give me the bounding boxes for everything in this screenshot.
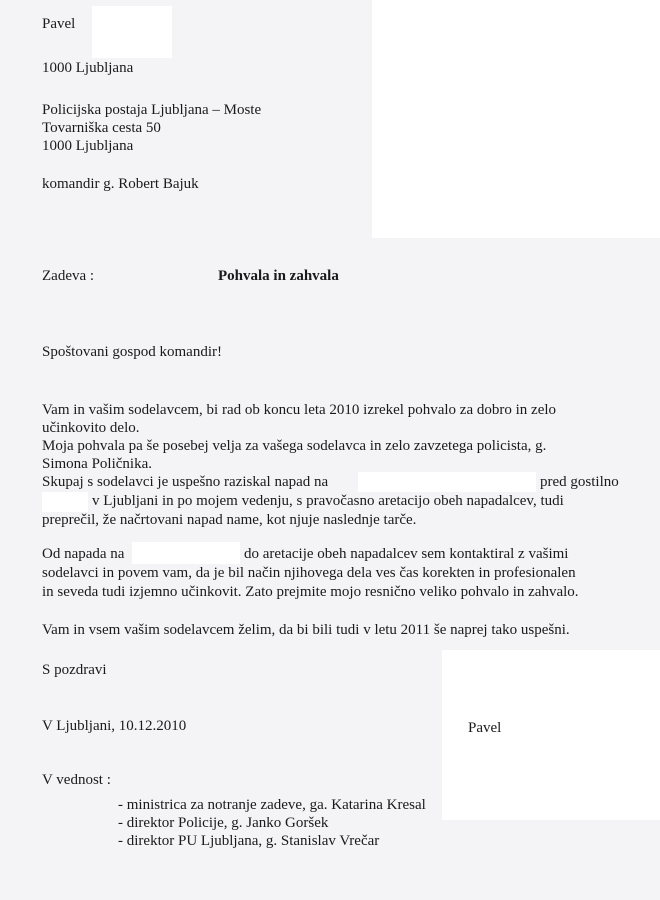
redaction-location-3 bbox=[132, 542, 240, 564]
redaction-location-1 bbox=[358, 472, 536, 492]
cc-label: V vednost : bbox=[42, 772, 111, 788]
body-line: učinkovito delo. bbox=[42, 420, 140, 436]
body-line: v Ljubljani in po mojem vedenju, s pravočasno aretacijo obeh napadalcev, tudi bbox=[92, 493, 564, 509]
recipient-line: Policijska postaja Ljubljana – Moste bbox=[42, 102, 262, 118]
cc-item: - direktor Policije, g. Janko Goršek bbox=[118, 815, 329, 831]
body-line: Skupaj s sodelavci je uspešno raziskal napad na bbox=[42, 474, 329, 490]
body-line: Simona Poličnika. bbox=[42, 456, 152, 472]
cc-item: - ministrica za notranje zadeve, ga. Katarina Kresal bbox=[118, 797, 426, 813]
body-line: Od napada na bbox=[42, 546, 125, 562]
sender-city: 1000 Ljubljana bbox=[42, 60, 134, 76]
recipient-line: Tovarniška cesta 50 bbox=[42, 120, 161, 136]
sender-name: Pavel bbox=[42, 16, 76, 32]
body-line: in seveda tudi izjemno učinkovit. Zato prejmite mojo resnično veliko pohvalo in zahvalo. bbox=[42, 584, 579, 600]
body-line: do aretacije obeh napadalcev sem kontaktiral z vašimi bbox=[244, 546, 569, 562]
body-line: Vam in vsem vašim sodelavcem želim, da bi bili tudi v letu 2011 še naprej tako uspešni. bbox=[42, 622, 570, 638]
closing: S pozdravi bbox=[42, 662, 107, 678]
body-line: Vam in vašim sodelavcem, bi rad ob koncu leta 2010 izrekel pohvalo za dobro in zelo bbox=[42, 402, 557, 418]
recipient-line: 1000 Ljubljana bbox=[42, 138, 134, 154]
redaction-sender-surname bbox=[92, 6, 172, 58]
place-date: V Ljubljani, 10.12.2010 bbox=[42, 718, 187, 734]
recipient-attention: komandir g. Robert Bajuk bbox=[42, 176, 199, 192]
redaction-location-2 bbox=[42, 492, 88, 512]
body-line: sodelavci in povem vam, da je bil način njihovega dela ves čas korekten in profesionalen bbox=[42, 565, 576, 581]
redaction-header bbox=[372, 0, 660, 238]
subject-label: Zadeva : bbox=[42, 268, 95, 284]
body-line: preprečil, že načrtovani napad name, kot njuje naslednje tarče. bbox=[42, 512, 417, 528]
body-line: pred gostilno bbox=[540, 474, 619, 490]
cc-item: - direktor PU Ljubljana, g. Stanislav Vrečar bbox=[118, 833, 380, 849]
subject-title: Pohvala in zahvala bbox=[218, 268, 339, 284]
greeting: Spoštovani gospod komandir! bbox=[42, 344, 222, 360]
body-line: Moja pohvala pa še posebej velja za vašega sodelavca in zelo zavzetega policista, g. bbox=[42, 438, 547, 454]
signature-name: Pavel bbox=[468, 720, 502, 736]
